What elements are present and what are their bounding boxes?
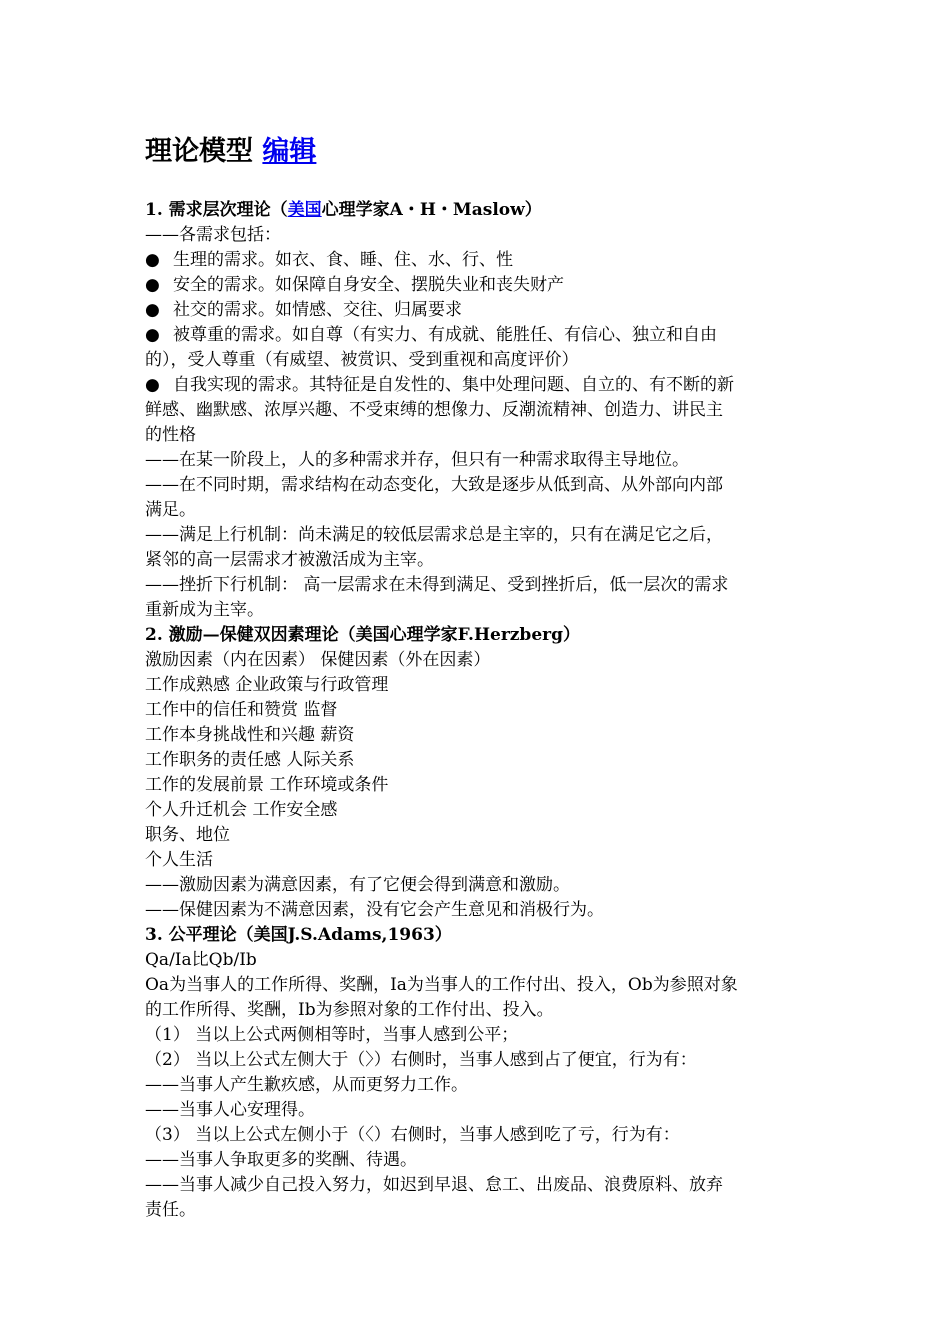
text-line: ——当事人争取更多的奖酬、待遇。	[145, 1150, 417, 1170]
note-line: 重新成为主宰。	[145, 600, 264, 620]
list-item-continuation: 的性格	[145, 425, 196, 445]
note-line: 紧邻的高一层需求才被激活成为主宰。	[145, 550, 434, 570]
text-line: 责任。	[145, 1200, 196, 1220]
text-line: ——当事人心安理得。	[145, 1100, 315, 1120]
section1-intro: ——各需求包括：	[145, 225, 281, 245]
text-line: （2） 当以上公式左侧大于（〉）右侧时，当事人感到占了便宜，行为有：	[145, 1050, 697, 1070]
text-line: 工作中的信任和赞赏 监督	[145, 700, 338, 720]
text-line: 的工作所得、奖酬，Ib为参照对象的工作付出、投入。	[145, 1000, 554, 1020]
list-item: ● 生理的需求。如衣、食、睡、住、水、行、性	[145, 248, 813, 273]
list-item: ● 安全的需求。如保障自身安全、摆脱失业和丧失财产	[145, 273, 813, 298]
section1-heading: 1. 需求层次理论（美国心理学家A・H・Maslow）	[145, 200, 542, 220]
section3-heading: 3. 公平理论（美国J.S.Adams,1963）	[145, 925, 452, 945]
bullet-icon: ●	[145, 375, 160, 395]
text-line: ——保健因素为不满意因素，没有它会产生意见和消极行为。	[145, 900, 604, 920]
text-line: Oa为当事人的工作所得、奖酬，Ia为当事人的工作付出、投入，Ob为参照对象	[145, 975, 738, 995]
edit-link[interactable]: 编辑	[262, 136, 317, 167]
list-item-continuation: 鲜感、幽默感、浓厚兴趣、不受束缚的想像力、反潮流精神、创造力、讲民主	[145, 400, 723, 420]
text-line: ——激励因素为满意因素，有了它便会得到满意和激励。	[145, 875, 570, 895]
text-line: 工作的发展前景 工作环境或条件	[145, 775, 389, 795]
list-item: ● 社交的需求。如情感、交往、归属要求	[145, 298, 813, 323]
note-line: 满足。	[145, 500, 196, 520]
text-line: 工作成熟感 企业政策与行政管理	[145, 675, 389, 695]
note-line: ——满足上行机制：尚未满足的较低层需求总是主宰的，只有在满足它之后，	[145, 525, 723, 545]
title-text: 理论模型	[145, 136, 253, 167]
text-line: ——当事人减少自己投入努力，如迟到早退、怠工、出废品、浪费原料、放弃	[145, 1175, 723, 1195]
text-line: （3） 当以上公式左侧小于（〈）右侧时，当事人感到吃了亏，行为有：	[145, 1125, 680, 1145]
note-line: ——在不同时期，需求结构在动态变化，大致是逐步从低到高、从外部向内部	[145, 475, 723, 495]
section2-heading: 2. 激励—保健双因素理论（美国心理学家F.Herzberg）	[145, 625, 580, 645]
list-item: ● 自我实现的需求。其特征是自发性的、集中处理问题、自立的、有不断的新	[145, 373, 813, 398]
text-line: 工作职务的责任感 人际关系	[145, 750, 355, 770]
document-body	[145, 198, 813, 1223]
bullet-icon: ●	[145, 300, 160, 320]
note-line: ——在某一阶段上，人的多种需求并存，但只有一种需求取得主导地位。	[145, 450, 689, 470]
bullet-icon: ●	[145, 250, 160, 270]
list-item: ● 被尊重的需求。如自尊（有实力、有成就、能胜任、有信心、独立和自由	[145, 323, 813, 348]
text-line: ——当事人产生歉疚感，从而更努力工作。	[145, 1075, 468, 1095]
text-line: 工作本身挑战性和兴趣 薪资	[145, 725, 355, 745]
text-line: 个人生活	[145, 850, 213, 870]
bullet-icon: ●	[145, 325, 160, 345]
bullet-icon: ●	[145, 275, 160, 295]
text-line: （1） 当以上公式两侧相等时，当事人感到公平；	[145, 1025, 519, 1045]
text-line: 激励因素（内在因素） 保健因素（外在因素）	[145, 650, 491, 670]
list-item-continuation: 的），受人尊重（有威望、被赏识、受到重视和高度评价）	[145, 350, 579, 370]
text-line: Qa/Ia比Qb/Ib	[145, 950, 257, 970]
page-title	[145, 134, 316, 170]
note-line: ——挫折下行机制： 高一层需求在未得到满足、受到挫折后，低一层次的需求	[145, 575, 729, 595]
text-line: 个人升迁机会 工作安全感	[145, 800, 338, 820]
text-line: 职务、地位	[145, 825, 230, 845]
usa-link[interactable]: 美国	[287, 200, 322, 220]
